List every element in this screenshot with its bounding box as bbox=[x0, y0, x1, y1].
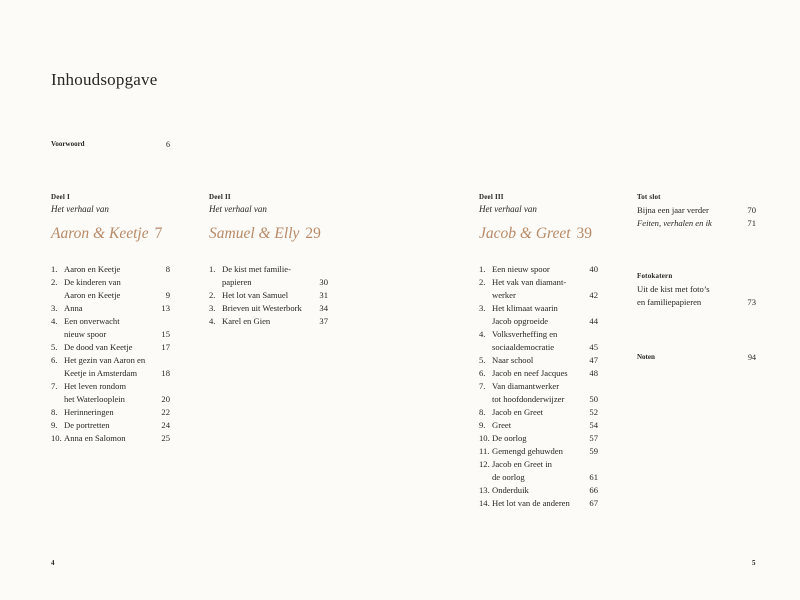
chapter-item[interactable] bbox=[51, 263, 170, 276]
chapter-item[interactable] bbox=[51, 380, 170, 406]
fotokatern-page: 73 bbox=[747, 297, 756, 307]
part-label: Deel III bbox=[479, 193, 504, 201]
chapter-page: 31 bbox=[319, 290, 328, 300]
chapter-title-line: Het lot van de anderen bbox=[492, 498, 570, 508]
part-name: Jacob & Greet bbox=[479, 225, 571, 242]
chapter-title-line: sociaaldemocratie bbox=[492, 342, 555, 352]
chapter-item[interactable] bbox=[479, 484, 598, 497]
chapter-item[interactable] bbox=[209, 302, 328, 315]
tot-slot-item[interactable] bbox=[637, 217, 756, 230]
chapter-page: 54 bbox=[589, 420, 598, 430]
chapter-page: 30 bbox=[319, 277, 328, 287]
chapter-number: 1. bbox=[51, 264, 58, 274]
chapter-item[interactable] bbox=[51, 354, 170, 380]
page-title: Inhoudsopgave bbox=[51, 70, 158, 89]
chapter-item[interactable] bbox=[479, 302, 598, 328]
chapter-number: 8. bbox=[479, 407, 486, 417]
noten-page: 94 bbox=[748, 353, 756, 362]
fotokatern-item[interactable] bbox=[637, 283, 756, 309]
chapter-item[interactable] bbox=[479, 497, 598, 510]
chapter-number: 2. bbox=[479, 277, 486, 287]
chapter-number: 5. bbox=[51, 342, 58, 352]
chapter-page: 67 bbox=[589, 498, 598, 508]
chapter-title-line: Het leven rondom bbox=[64, 381, 127, 391]
chapter-title-line: De kinderen van bbox=[64, 277, 121, 287]
chapter-title-line: Jacob en Greet in bbox=[492, 459, 552, 469]
chapter-item[interactable] bbox=[479, 354, 598, 367]
chapter-title-line: Greet bbox=[492, 420, 512, 430]
chapter-title-line: Het klimaat waarin bbox=[492, 303, 558, 313]
tot-slot-heading: Tot slot bbox=[637, 193, 661, 201]
part-heading[interactable] bbox=[51, 225, 170, 243]
part-heading[interactable] bbox=[209, 225, 328, 243]
chapter-title-line: nieuw spoor bbox=[64, 329, 107, 339]
chapter-page: 59 bbox=[589, 446, 598, 456]
chapter-number: 3. bbox=[51, 303, 58, 313]
noten-label: Noten bbox=[637, 353, 655, 361]
chapter-item[interactable] bbox=[479, 263, 598, 276]
chapter-item[interactable] bbox=[479, 367, 598, 380]
chapter-number: 12. bbox=[479, 459, 490, 469]
chapter-page: 40 bbox=[589, 264, 598, 274]
chapter-number: 14. bbox=[479, 498, 490, 508]
chapter-page: 24 bbox=[161, 420, 170, 430]
chapter-number: 7. bbox=[51, 381, 58, 391]
part-subtitle: Het verhaal van bbox=[479, 204, 537, 214]
part-1-column bbox=[51, 193, 170, 445]
chapter-title-line: Anna en Salomon bbox=[64, 433, 126, 443]
chapter-number: 11. bbox=[479, 446, 490, 456]
chapter-page: 50 bbox=[589, 394, 598, 404]
tot-slot-item-title: Bijna een jaar verder bbox=[637, 205, 709, 215]
chapter-page: 25 bbox=[161, 433, 170, 443]
chapter-number: 9. bbox=[51, 420, 58, 430]
chapter-number: 4. bbox=[479, 329, 486, 339]
part-page: 29 bbox=[305, 225, 321, 242]
chapter-page: 9 bbox=[165, 290, 170, 300]
chapter-number: 13. bbox=[479, 485, 490, 495]
chapter-item[interactable] bbox=[479, 458, 598, 484]
chapter-title-line: Aaron en Keetje bbox=[64, 264, 121, 274]
chapter-title-line: Volksverheffing en bbox=[492, 329, 558, 339]
noten-entry[interactable] bbox=[637, 353, 756, 362]
chapter-title-line: Van diamantwerker bbox=[492, 381, 560, 391]
chapter-title-line: Karel en Gien bbox=[222, 316, 271, 326]
chapter-title-line: werker bbox=[492, 290, 516, 300]
chapter-page: 61 bbox=[589, 472, 598, 482]
chapter-page: 37 bbox=[319, 316, 328, 326]
chapter-page: 45 bbox=[589, 342, 598, 352]
chapter-page: 48 bbox=[589, 368, 598, 378]
chapter-number: 10. bbox=[479, 433, 490, 443]
chapter-item[interactable] bbox=[51, 406, 170, 419]
chapter-item[interactable] bbox=[479, 328, 598, 354]
chapter-number: 5. bbox=[479, 355, 486, 365]
chapter-title-line: Naar school bbox=[492, 355, 534, 365]
folio-left: 4 bbox=[51, 559, 55, 567]
chapter-page: 17 bbox=[161, 342, 170, 352]
chapter-page: 13 bbox=[161, 303, 170, 313]
chapter-list bbox=[479, 263, 598, 510]
part-2-column bbox=[209, 193, 328, 328]
chapter-title-line: Het lot van Samuel bbox=[222, 290, 289, 300]
chapter-page: 66 bbox=[589, 485, 598, 495]
tot-slot-item[interactable] bbox=[637, 204, 756, 217]
chapter-number: 6. bbox=[479, 368, 486, 378]
chapter-item[interactable] bbox=[51, 341, 170, 354]
chapter-title-line: Jacob en Greet bbox=[492, 407, 544, 417]
part-label: Deel I bbox=[51, 193, 70, 201]
chapter-item[interactable] bbox=[51, 419, 170, 432]
chapter-item[interactable] bbox=[51, 276, 170, 302]
part-page: 39 bbox=[576, 225, 593, 242]
chapter-title-line: Onderduik bbox=[492, 485, 529, 495]
chapter-page: 18 bbox=[161, 368, 170, 378]
chapter-page: 42 bbox=[589, 290, 598, 300]
part-subtitle: Het verhaal van bbox=[51, 204, 109, 214]
chapter-page: 47 bbox=[589, 355, 598, 365]
chapter-number: 2. bbox=[51, 277, 58, 287]
chapter-title-line: Jacob en neef Jacques bbox=[492, 368, 568, 378]
chapter-title-line: De kist met familie- bbox=[222, 264, 291, 274]
chapter-number: 7. bbox=[479, 381, 486, 391]
fotokatern-line: Uit de kist met foto’s bbox=[637, 284, 710, 294]
chapter-item[interactable] bbox=[479, 445, 598, 458]
chapter-page: 22 bbox=[161, 407, 170, 417]
chapter-title-line: Het gezin van Aaron en bbox=[64, 355, 146, 365]
chapter-number: 10. bbox=[51, 433, 62, 443]
chapter-number: 1. bbox=[479, 264, 486, 274]
part-3-column bbox=[479, 193, 598, 510]
chapter-item[interactable] bbox=[209, 263, 328, 289]
part-name: Samuel & Elly bbox=[209, 225, 300, 242]
chapter-item[interactable] bbox=[479, 380, 598, 406]
chapter-item[interactable] bbox=[479, 406, 598, 419]
chapter-number: 9. bbox=[479, 420, 486, 430]
chapter-list bbox=[51, 263, 170, 445]
chapter-item[interactable] bbox=[479, 419, 598, 432]
chapter-item[interactable] bbox=[209, 289, 328, 302]
chapter-title-line: Brieven uit Westerbork bbox=[222, 303, 302, 313]
chapter-number: 1. bbox=[209, 264, 216, 274]
chapter-number: 3. bbox=[479, 303, 486, 313]
chapter-item[interactable] bbox=[51, 315, 170, 341]
chapter-number: 4. bbox=[51, 316, 58, 326]
chapter-title-line: De dood van Keetje bbox=[64, 342, 133, 352]
chapter-title-line: Een nieuw spoor bbox=[492, 264, 550, 274]
voorwoord-label: Voorwoord bbox=[51, 140, 85, 148]
chapter-item[interactable] bbox=[209, 315, 328, 328]
voorwoord-entry bbox=[51, 140, 170, 149]
part-label: Deel II bbox=[209, 193, 231, 201]
chapter-number: 4. bbox=[209, 316, 216, 326]
chapter-item[interactable] bbox=[479, 432, 598, 445]
chapter-page: 8 bbox=[165, 264, 170, 274]
chapter-title-line: Keetje in Amsterdam bbox=[64, 368, 138, 378]
chapter-title-line: Herinneringen bbox=[64, 407, 114, 417]
chapter-number: 8. bbox=[51, 407, 58, 417]
tot-slot-item-page: 71 bbox=[747, 218, 756, 228]
tot-slot-item-title: Feiten, verhalen en ik bbox=[637, 218, 712, 228]
chapter-number: 2. bbox=[209, 290, 216, 300]
chapter-page: 15 bbox=[161, 329, 170, 339]
chapter-title-line: Gemengd gehuwden bbox=[492, 446, 563, 456]
chapter-page: 57 bbox=[589, 433, 598, 443]
chapter-number: 3. bbox=[209, 303, 216, 313]
chapter-title-line: Aaron en Keetje bbox=[64, 290, 121, 300]
chapter-item[interactable] bbox=[479, 276, 598, 302]
part-heading[interactable] bbox=[479, 225, 598, 243]
part-subtitle: Het verhaal van bbox=[209, 204, 267, 214]
chapter-number: 6. bbox=[51, 355, 58, 365]
chapter-title-line: het Waterlooplein bbox=[64, 394, 125, 404]
chapter-title-line: Het vak van diamant- bbox=[492, 277, 567, 287]
chapter-title-line: tot hoofdonderwijzer bbox=[492, 394, 565, 404]
chapter-page: 52 bbox=[589, 407, 598, 417]
fotokatern-line: en familiepapieren bbox=[637, 297, 702, 307]
part-page: 7 bbox=[154, 225, 163, 242]
chapter-title-line: de oorlog bbox=[492, 472, 525, 482]
chapter-list bbox=[209, 263, 328, 328]
chapter-title-line: De oorlog bbox=[492, 433, 527, 443]
fotokatern-heading: Fotokatern bbox=[637, 272, 673, 280]
chapter-item[interactable] bbox=[51, 432, 170, 445]
part-name: Aaron & Keetje bbox=[51, 225, 149, 242]
appendix-column bbox=[637, 193, 756, 362]
chapter-title-line: papieren bbox=[222, 277, 252, 287]
tot-slot-item-page: 70 bbox=[747, 205, 756, 215]
chapter-title-line: Anna bbox=[64, 303, 83, 313]
folio-right: 5 bbox=[752, 559, 756, 567]
chapter-page: 44 bbox=[589, 316, 598, 326]
voorwoord-page: 6 bbox=[166, 140, 170, 149]
chapter-page: 20 bbox=[161, 394, 170, 404]
chapter-title-line: Een onverwacht bbox=[64, 316, 120, 326]
chapter-title-line: De portretten bbox=[64, 420, 110, 430]
chapter-title-line: Jacob opgroeide bbox=[492, 316, 549, 326]
chapter-page: 34 bbox=[319, 303, 328, 313]
chapter-item[interactable] bbox=[51, 302, 170, 315]
